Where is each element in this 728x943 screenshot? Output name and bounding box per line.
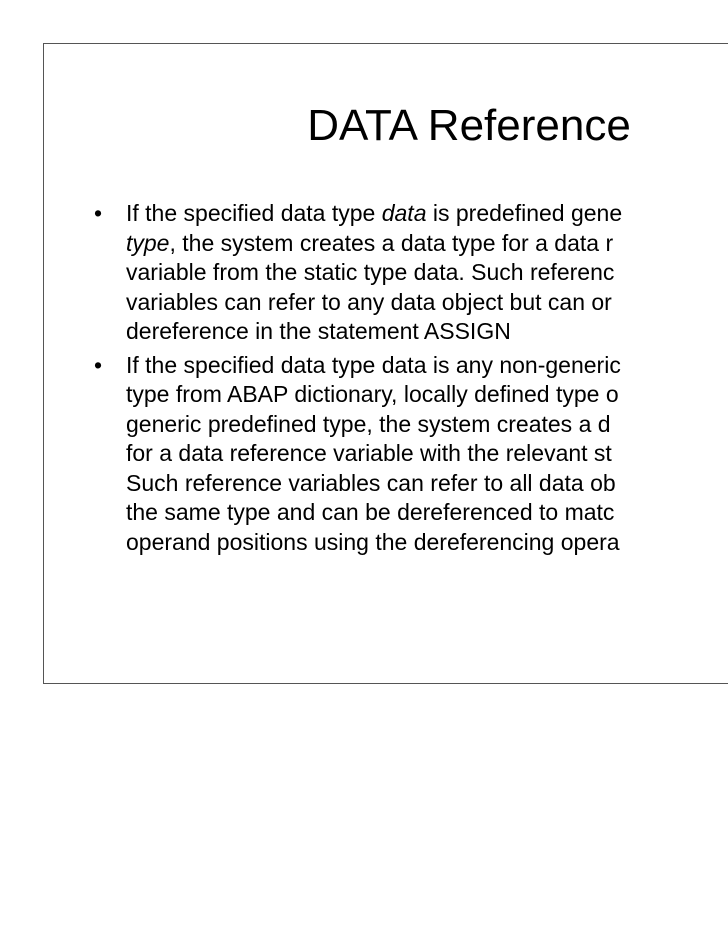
- bullet-line: If the specified data type data is predefined gene: [126, 200, 623, 226]
- bullet-line: the same type and can be dereferenced to matc: [126, 499, 615, 525]
- bullet-item-2: [94, 351, 622, 558]
- bullet-line: operand positions using the dereferencing opera: [126, 528, 620, 555]
- bullet-list: [94, 199, 622, 561]
- bullet-line: type from ABAP dictionary, locally defined type o: [126, 381, 619, 407]
- bullet-marker: •: [94, 200, 103, 226]
- bullet-line: generic predefined type, the system creates a d: [126, 410, 611, 437]
- bullet-marker: •: [94, 351, 103, 378]
- bullet-line: Such reference variables can refer to all data ob: [126, 469, 616, 496]
- bullet-line: type, the system creates a data type for a data r: [126, 229, 614, 256]
- bullet-line: dereference in the statement ASSIGN: [126, 318, 511, 344]
- bullet-item-1: [94, 199, 622, 347]
- bullet-line: variable from the static type data. Such referenc: [126, 259, 615, 285]
- slide-frame: [43, 43, 728, 684]
- bullet-line: variables can refer to any data object but can or: [126, 288, 612, 315]
- bullet-line: for a data reference variable with the relevant st: [126, 440, 612, 466]
- bullet-line: If the specified data type data is any non-generic: [126, 351, 621, 378]
- slide-title: DATA Reference: [307, 101, 631, 150]
